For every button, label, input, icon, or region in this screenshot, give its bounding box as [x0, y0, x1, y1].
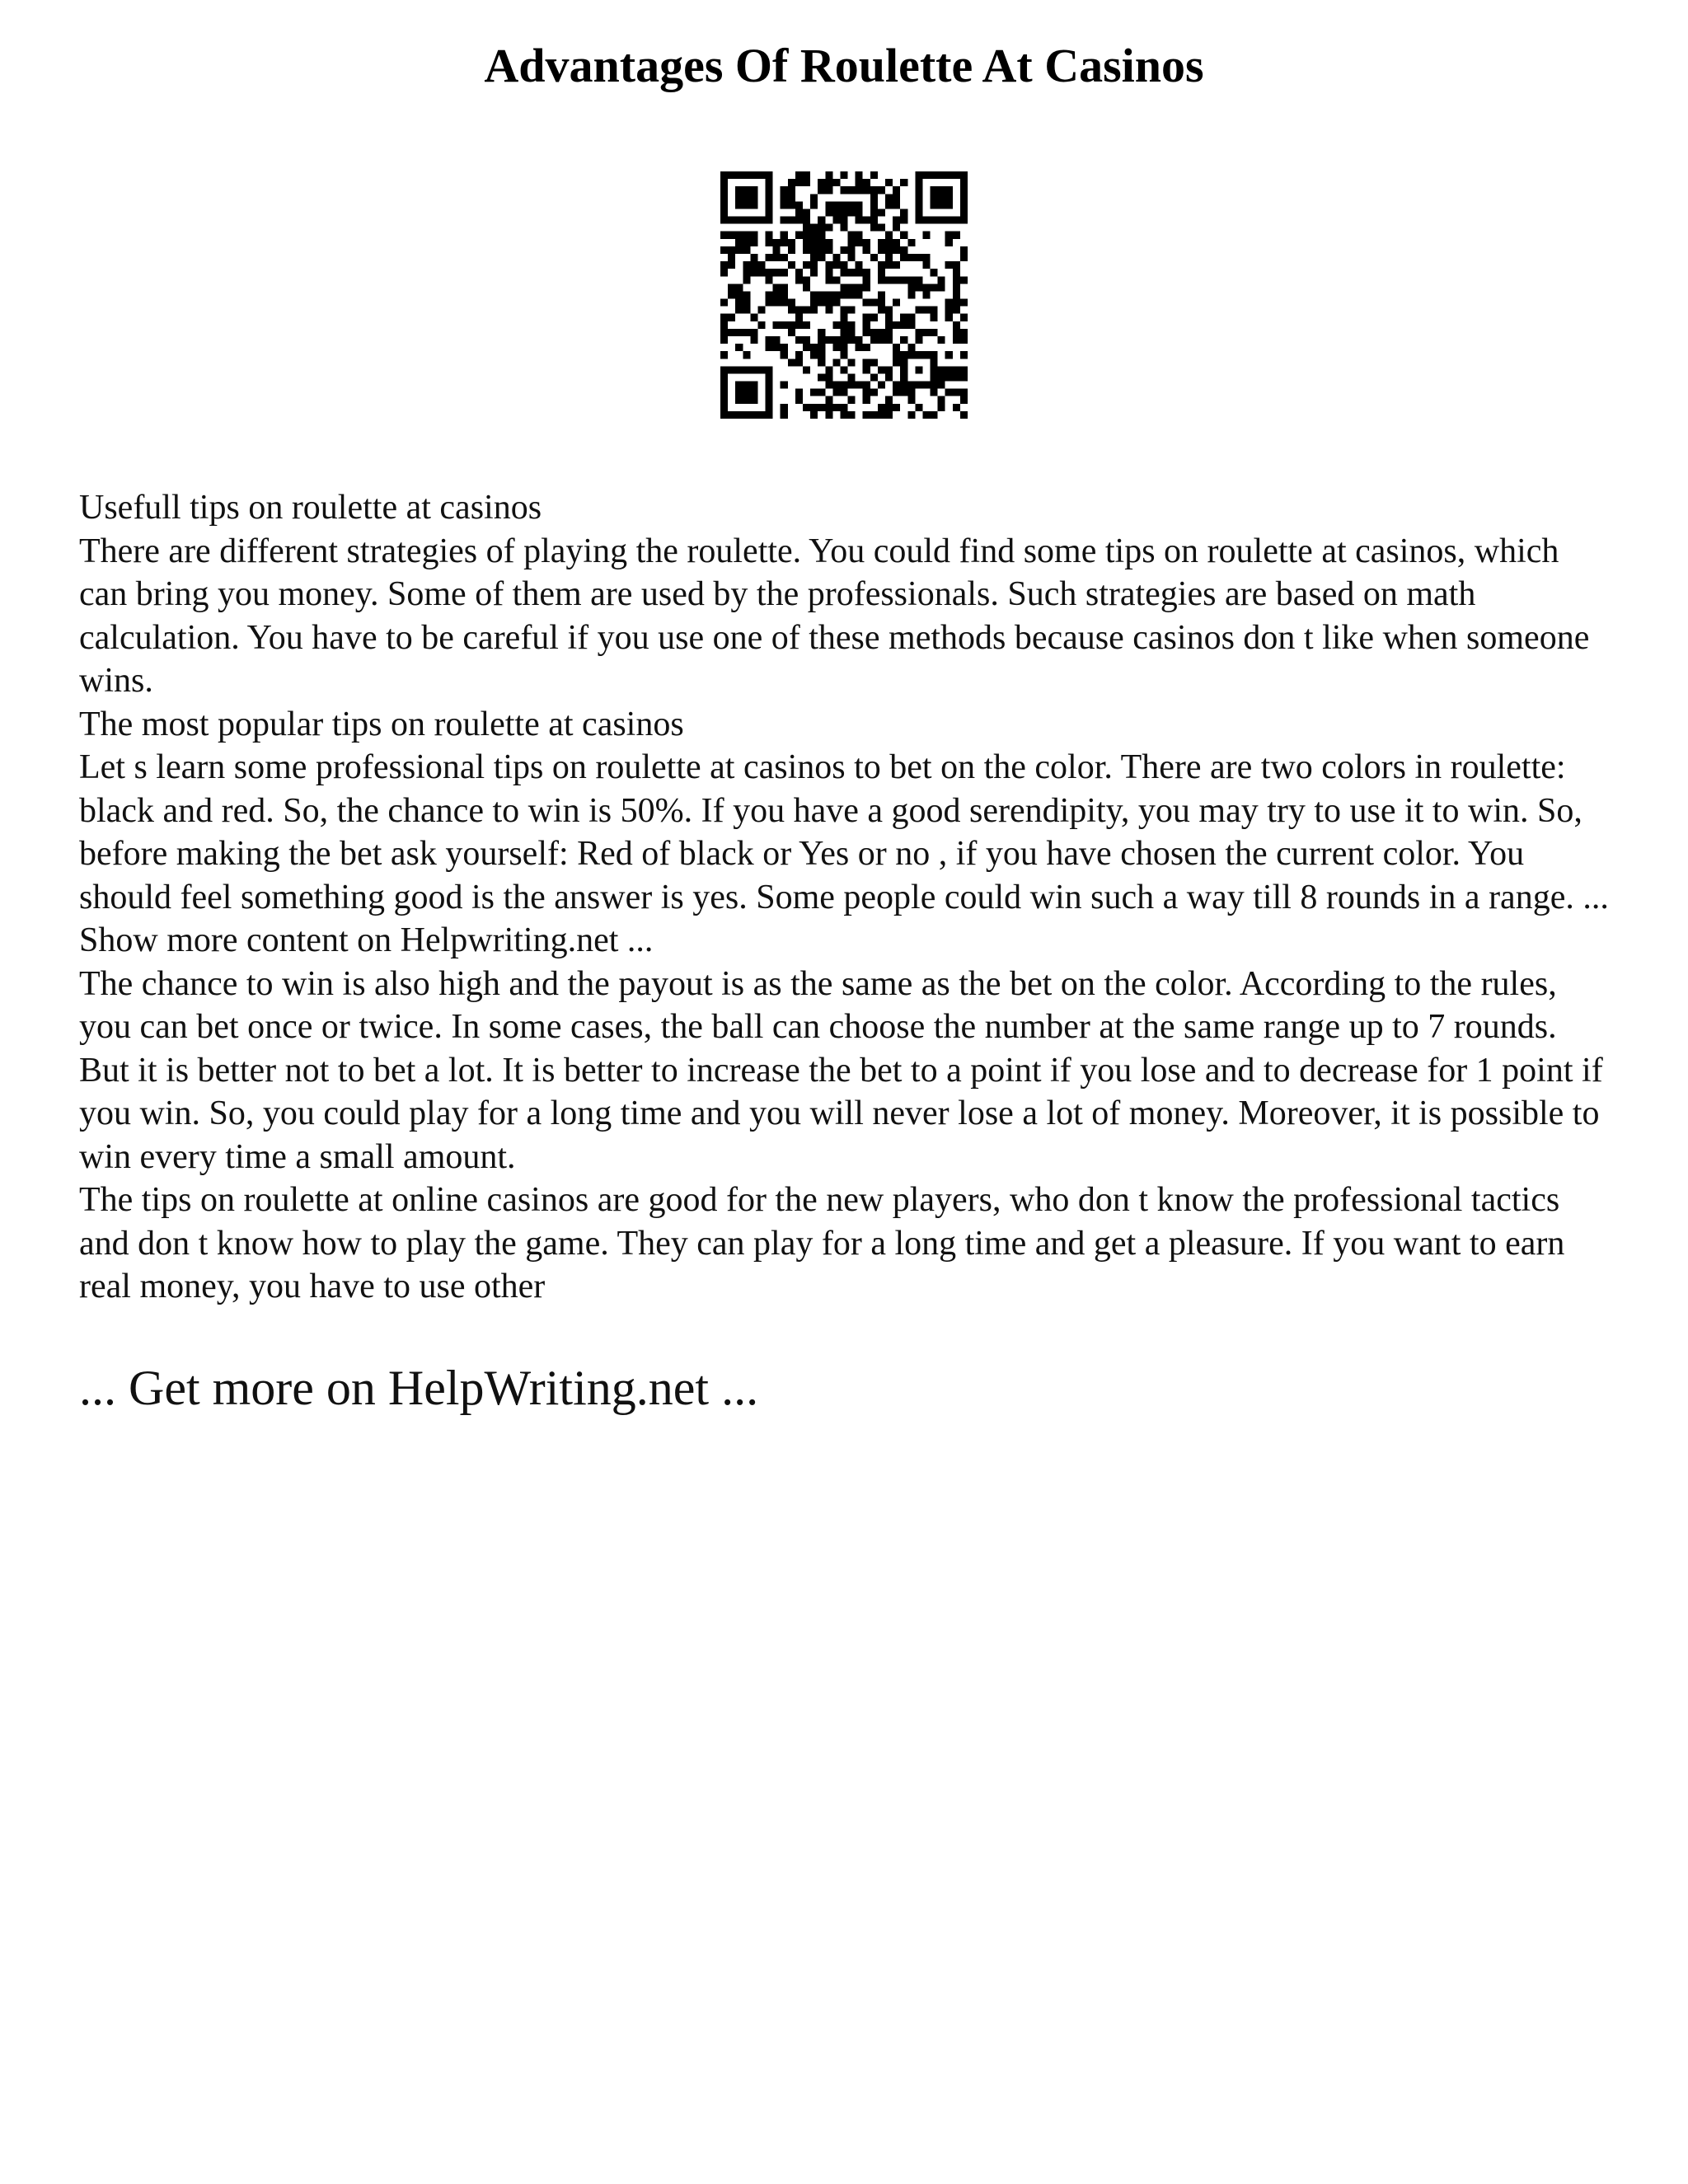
paragraph: Let s learn some professional tips on roulette at casinos to bet on the color. There are two colors in roulette: black and red. So, the chance to win is 50%. If you have a good serendipity, you may try to use it to win. So, before making the bet ask yourself: Red of black or Yes or no , if you have chosen the current color. You should feel something good is the answer is yes. Some people could win such a way till 8 rounds in a range. ... Show more content on Helpwriting.net ... [79, 748, 1609, 959]
article-body [79, 486, 1612, 1309]
paragraph: The tips on roulette at online casinos are good for the new players, who don t know the professional tactics and don t know how to play the game. They can play for a long time and get a pleasure. If you want to earn real money, you have to use other [79, 1181, 1565, 1305]
paragraph: The most popular tips on roulette at casinos [79, 705, 684, 743]
qr-code-icon [720, 171, 968, 419]
paragraph: The chance to win is also high and the payout is as the same as the bet on the color. According to the rules, you can bet once or twice. In some cases, the ball can choose the number at the same range up to 7 rounds. But it is better not to bet a lot. It is better to increase the bet to a point if you lose and to decrease for 1 point if you win. So, you could play for a long time and you will never lose a lot of money. Moreover, it is possible to win every time a small amount. [79, 964, 1603, 1176]
get-more-link[interactable]: ... Get more on HelpWriting.net ... [79, 1361, 759, 1415]
paragraph: Usefull tips on roulette at casinos [79, 489, 542, 527]
paragraph: There are different strategies of playing the roulette. You could find some tips on roulette at casinos, which can bring you money. Some of them are used by the professionals. Such strategies are based on math calculation. You have to be careful if you use one of these methods because casinos don t like when someone wins. [79, 532, 1590, 700]
page-title: Advantages Of Roulette At Casinos [484, 39, 1204, 92]
